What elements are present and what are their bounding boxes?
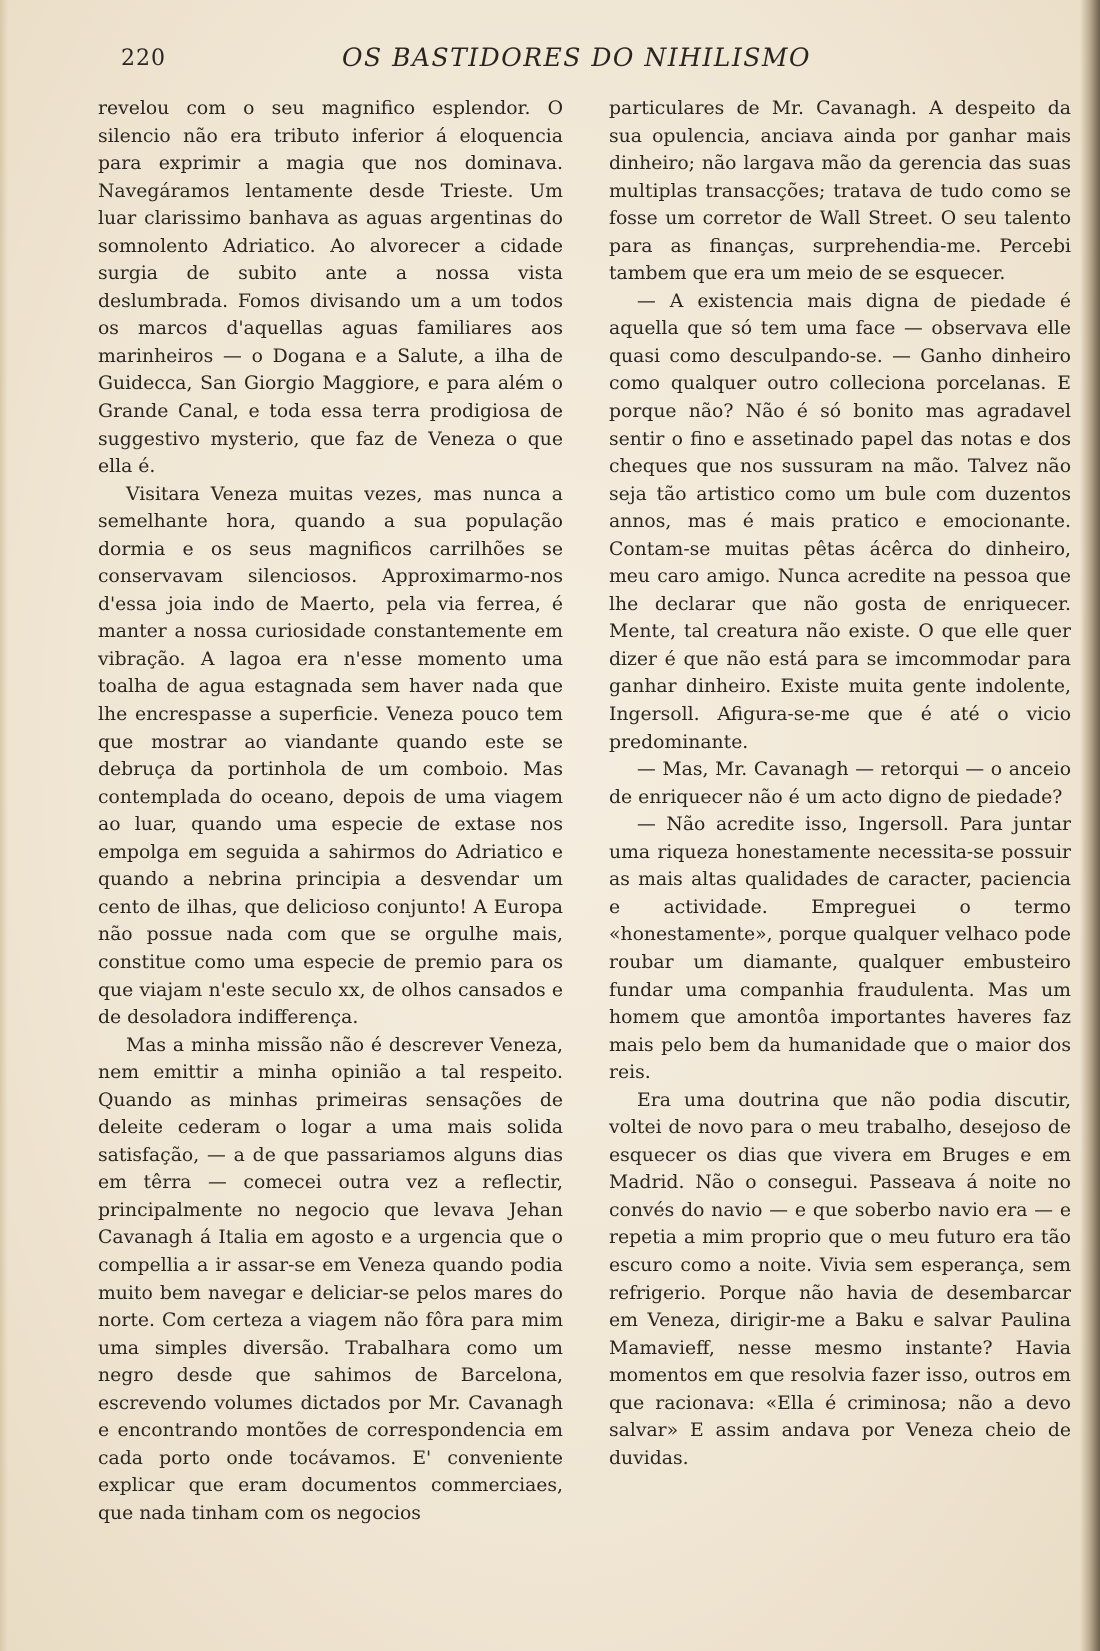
paragraph: — Mas, Mr. Cavanagh — retorqui — o anceio de enriquecer não é um acto digno de piedade? xyxy=(609,759,1071,808)
paragraph: — A existencia mais digna de piedade é aquella que só tem uma face — observava elle quasi como desculpando-se. — Ganho dinheiro como qualquer outro colleciona porcelanas. E porque não? Não é só bonito mas agradavel sentir o fino e assetinado papel das notas e dos cheques que nos sussuram na mão. Talvez não seja tão artistico como um bule com duzentos annos, mas é mais pratico e emocionante. Contam-se muitas pêtas ácêrca do dinheiro, meu caro amigo. Nunca acredite na pessoa que lhe declarar que não gosta de enriquecer. Mente, tal creatura não existe. O que elle quer dizer é que não está para se imcommodar para ganhar dinheiro. Existe muita gente indolente, Ingersoll. Afigura-se-me que é até o vicio predominante. xyxy=(609,290,1071,753)
paragraph: Era uma doutrina que não podia discutir, voltei de novo para o meu trabalho, desejoso de esquecer os dias que vivera em Bruges e em Madrid. Não o consegui. Passeava á noite no convés do navio — e que soberbo navio era — e repetia a mim proprio que o meu futuro era tão escuro como a noite. Vivia sem esperança, sem refrigerio. Porque não havia de desembarcar em Veneza, dirigir-me a Baku e salvar Paulina Mamavieff, nesse mesmo instante? Havia momentos em que resolvia fazer isso, outros em que racionava: «Ella é criminosa; não a devo salvar» E assim andava por Veneza cheio de duvidas. xyxy=(609,1089,1071,1469)
right-text-column xyxy=(609,95,1071,1472)
paragraph: Visitara Veneza muitas vezes, mas nunca a semelhante hora, quando a sua população dormia e os seus magnificos carrilhões se conservavam silenciosos. Approximarmo-nos d'essa joia indo de Maerto, pela via ferrea, é manter a nossa curiosidade constantemente em vibração. A lagoa era n'esse momento uma toalha de agua estagnada sem haver nada que lhe encrespasse a superficie. Veneza pouco tem que mostrar ao viandante quando este se debruça da portinhola de um comboio. Mas contemplada do oceano, depois de uma viagem ao luar, quando uma especie de extase nos empolga em seguida a sahirmos do Adriatico e quando a nebrina principia a desvendar um cento de ilhas, que delicioso conjunto! A Europa não possue nada com que se orgulhe mais, constitue como uma especie de premio para os que viajam n'este seculo xx, de olhos cansados e de desoladora indifferença. xyxy=(98,483,563,1029)
paragraph: Mas a minha missão não é descrever Veneza, nem emittir a minha opinião a tal respeito. Quando as minhas primeiras sensações de deleite cederam o logar a uma mais solida satisfação, — a de que passariamos alguns dias em têrra — comecei outra vez a reflectir, principalmente no negocio que levava Jehan Cavanagh á Italia em agosto e a urgencia que o compellia a ir assar-se em Veneza quando podia muito bem navegar e deliciar-se pelos mares do norte. Com certeza a viagem não fôra para mim uma simples diversão. Trabalhara como um negro desde que sahimos de Barcelona, escrevendo volumes dictados por Mr. Cavanagh e encontrando montões de correspondencia em cada porto onde tocávamos. E' conveniente explicar que eram documentos commerciaes, que nada tinham com os negocios xyxy=(98,1034,563,1524)
page-gutter-shadow xyxy=(1080,0,1100,1651)
left-text-column xyxy=(98,95,563,1527)
page-left-shadow xyxy=(0,0,8,1651)
running-title: OS BASTIDORES DO NIHILISMO xyxy=(342,43,811,72)
paragraph: revelou com o seu magnifico esplendor. O silencio não era tributo inferior á eloquencia para exprimir a magia que nos dominava. Navegáramos lentamente desde Trieste. Um luar clarissimo banhava as aguas argentinas do somnolento Adriatico. Ao alvorecer a cidade surgia de subito ante a nossa vista deslumbrada. Fomos divisando um a um todos os marcos d'aquellas aguas familiares aos marinheiros — o Dogana e a Salute, a ilha de Guidecca, San Giorgio Maggiore, e para além o Grande Canal, e toda essa terra prodigiosa de suggestivo mysterio, que faz de Veneza o que ella é. xyxy=(98,98,563,478)
page-number: 220 xyxy=(121,46,166,71)
paragraph: particulares de Mr. Cavanagh. A despeito da sua opulencia, anciava ainda por ganhar mais dinheiro; não largava mão da gerencia das suas multiplas transacções; tratava de tudo como se fosse um corretor de Wall Street. O seu talento para as finanças, surprehendia-me. Percebi tambem que era um meio de se esquecer. xyxy=(609,98,1071,285)
paragraph: — Não acredite isso, Ingersoll. Para juntar uma riqueza honestamente necessita-se possuir as mais altas qualidades de caracter, paciencia e actividade. Empreguei o termo «honestamente», porque qualquer velhaco pode roubar um diamante, qualquer embusteiro fundar uma companhia fraudulenta. Mas um homem que amontôa importantes haveres faz mais pelo bem da humanidade que o maior dos reis. xyxy=(609,814,1071,1084)
page-header xyxy=(0,40,1100,80)
